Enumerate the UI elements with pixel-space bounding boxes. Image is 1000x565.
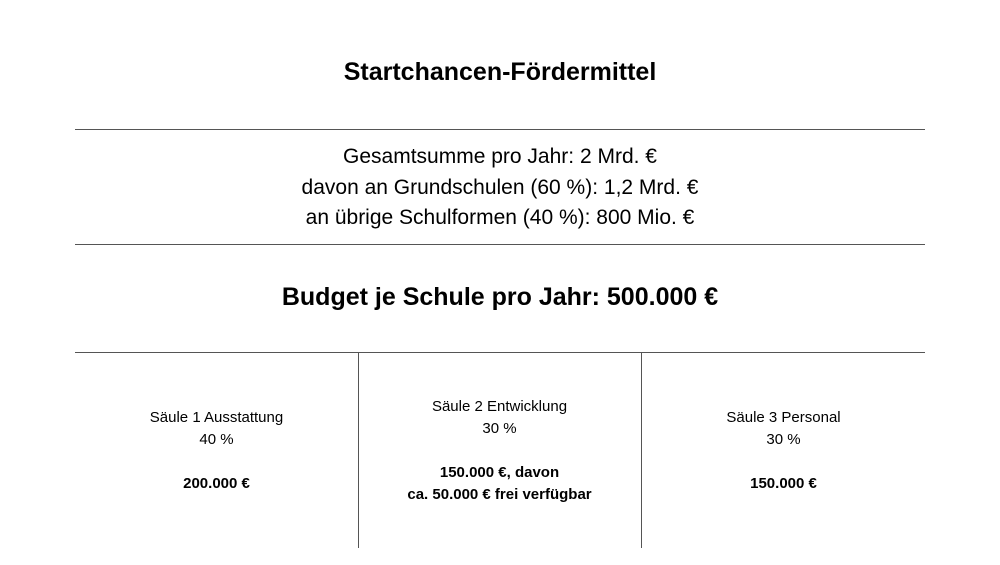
pillar-share: 30 % bbox=[482, 419, 517, 437]
pillar-amount-note: ca. 50.000 € frei verfügbar bbox=[407, 485, 592, 503]
pillar-amount: 150.000 €, davon bbox=[439, 463, 560, 481]
divider-middle bbox=[75, 244, 925, 245]
pillar-name: Säule 2 Entwicklung bbox=[431, 397, 568, 415]
summary-other-schools: an übrige Schulformen (40 %): 800 Mio. € bbox=[305, 206, 695, 229]
pillar-2 bbox=[358, 353, 641, 548]
divider-top bbox=[75, 129, 925, 130]
summary-primary-schools: davon an Grundschulen (60 %): 1,2 Mrd. € bbox=[301, 175, 699, 199]
pillar-amount: 200.000 € bbox=[183, 474, 250, 492]
pillar-1 bbox=[75, 353, 358, 548]
pillar-amount: 150.000 € bbox=[750, 474, 817, 492]
funding-summary bbox=[0, 142, 1000, 234]
pillar-name: Säule 3 Personal bbox=[726, 408, 841, 426]
page-title: Startchancen-Fördermittel bbox=[343, 58, 657, 86]
budget-per-school: Budget je Schule pro Jahr: 500.000 € bbox=[281, 283, 719, 311]
pillar-share: 40 % bbox=[199, 430, 234, 448]
pillar-share: 30 % bbox=[766, 430, 801, 448]
summary-total: Gesamtsumme pro Jahr: 2 Mrd. € bbox=[343, 145, 657, 168]
pillar-name: Säule 1 Ausstattung bbox=[149, 408, 284, 426]
pillar-3 bbox=[642, 353, 925, 548]
